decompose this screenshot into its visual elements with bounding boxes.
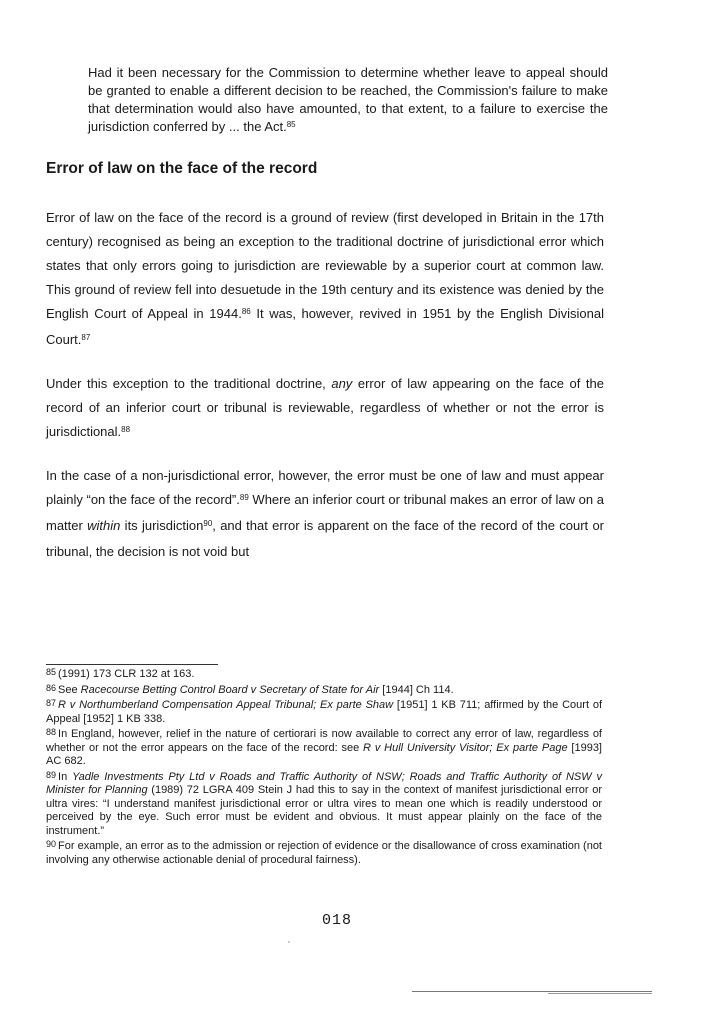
footnote-ref-86[interactable]: 86 (241, 307, 251, 316)
footnote-text: For example, an error as to the admission or rejection of evidence or the disallowance of cross examination (not involving any otherwise actionable denial of procedural fairness). (46, 840, 602, 866)
footnote-number: 86 (46, 682, 57, 693)
paragraph-1 (46, 206, 604, 354)
case-name: R v Northumberland Compensation Appeal Tribunal; Ex parte Shaw (58, 699, 394, 711)
footnote-90 (46, 840, 602, 867)
footnote-text: [1944] Ch 114. (379, 683, 454, 696)
paragraph-3 (46, 464, 604, 564)
block-quote (88, 64, 608, 138)
footnote-number: 85 (46, 667, 57, 677)
paragraph-text: , and that error is apparent on the face of the record of the court or tribunal, the decision is not void but (46, 518, 604, 559)
paragraph-text: Where an inferior court or tribunal makes an error of law on a matter (46, 492, 604, 533)
case-name: Racecourse Betting Control Board v Secretary of State for Air (80, 683, 380, 696)
footnote-85 (46, 668, 602, 682)
footnote-number: 90 (46, 839, 57, 849)
footnote-text: (1989) 72 LGRA 409 Stein J had this to say in the context of manifest jurisdictional error or ultra vires: “I understand manifest jurisdictional error or ultra vires to mean one which is readily understood or perceived by the eye. Such error must be evident and obvious. It must appear plainly on the face of the instrument.” (46, 784, 602, 837)
footnote-number: 87 (46, 698, 57, 708)
footnote-ref-88[interactable]: 88 (121, 425, 131, 434)
paragraph-text: Under this exception to the traditional doctrine, (46, 376, 332, 391)
paragraph-2 (46, 372, 604, 446)
footnote-text: [1951] 1 KB 711; affirmed by the Court of Appeal [1952] 1 KB 338. (46, 699, 602, 725)
scan-artifact-line (412, 991, 652, 992)
footnote-text: (1991) 173 CLR 132 at 163. (58, 668, 195, 680)
footnote-88 (46, 728, 602, 769)
footnote-87 (46, 699, 602, 726)
paragraph-text: Error of law on the face of the record is a ground of review (first developed in Britain in the 17th century) recognised as being an exception to the traditional doctrine of jurisdictional error which states that only errors going to jurisdiction are reviewable by a superior court at common law. This ground of review fell into desuetude in the 19th century and its existence was denied by the English Court of Appeal in 1944. (46, 210, 604, 321)
quote-text: Had it been necessary for the Commission to determine whether leave to appeal should be granted to enable a different decision to be reached, the Commission's failure to make that determination would also have amounted, to that extent, to a failure to exercise the jurisdiction conferred by ... the Act. (88, 65, 608, 134)
footnote-text: See (58, 683, 81, 696)
paragraph-text: error of law appearing on the face of the record of an inferior court or tribunal is reviewable, regardless of whether or not the error is jurisdictional. (46, 376, 604, 439)
footnote-89 (46, 771, 602, 839)
emphasis-text: any (331, 376, 353, 391)
scan-speck (288, 941, 290, 943)
footnote-number: 88 (46, 727, 57, 737)
footnote-86 (46, 684, 602, 698)
footnote-ref-87[interactable]: 87 (81, 333, 91, 342)
footnote-text: In (58, 770, 73, 783)
footnote-text: In England, however, relief in the nature of certiorari is now available to correct any error of law, regardless of whether or not the error appears on the face of the record: see (46, 728, 602, 754)
paragraph-text: its jurisdiction (120, 518, 204, 533)
footnotes (46, 668, 602, 869)
footnote-text: [1993] AC 682. (46, 741, 602, 767)
footnote-ref-90[interactable]: 90 (203, 519, 213, 528)
emphasis-text: within (87, 518, 121, 533)
paragraph-text: In the case of a non-jurisdictional error, however, the error must be one of law and must appear plainly “on the face of the record”. (46, 468, 604, 507)
footnote-number: 89 (46, 769, 57, 780)
footnote-divider (46, 664, 218, 665)
scan-artifact-line (548, 993, 652, 994)
case-name: R v Hull University Visitor; Ex parte Page (363, 741, 568, 754)
paragraph-text: It was, however, revived in 1951 by the English Divisional Court. (46, 306, 604, 347)
section-heading: Error of law on the face of the record (46, 160, 318, 177)
case-name: Yadle Investments Pty Ltd v Roads and Traffic Authority of NSW; Roads and Traffic Authority of NSW v Minister for Planning (46, 770, 602, 796)
footnote-ref-85[interactable]: 85 (286, 120, 296, 129)
page-number: 018 (322, 912, 353, 929)
footnote-ref-89[interactable]: 89 (239, 493, 249, 502)
